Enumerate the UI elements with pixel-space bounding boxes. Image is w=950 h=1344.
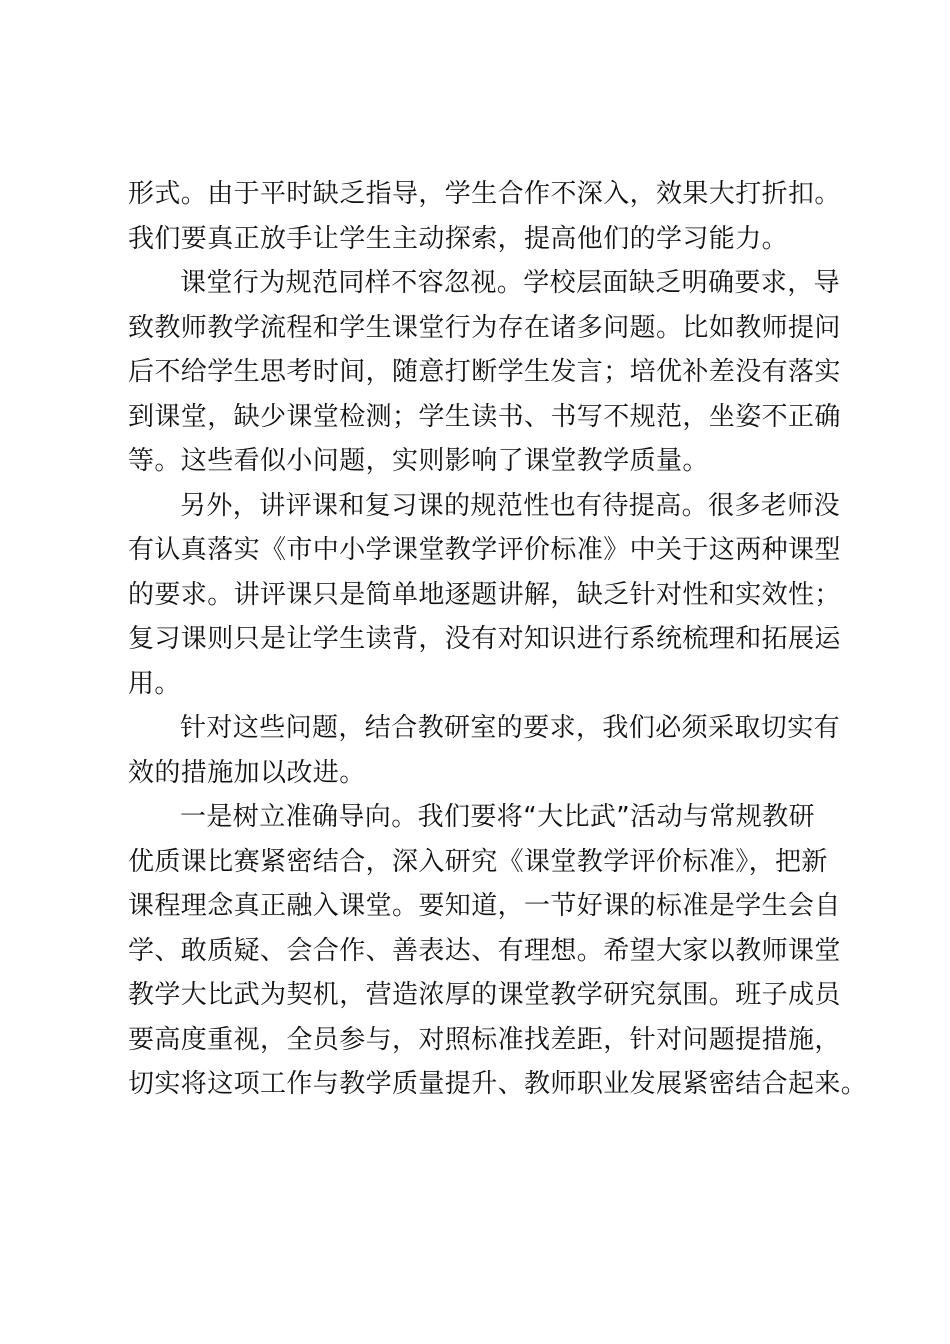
text-line: 致教师教学流程和学生课堂行为存在诸多问题。比如教师提问: [128, 312, 841, 343]
text-line: 优质课比赛紧密结合，深入研究《课堂教学评价标准》，把新: [128, 846, 828, 877]
text-line: 到课堂，缺少课堂检测；学生读书、书写不规范，坐姿不正确: [128, 401, 841, 432]
paragraph-start-line: 另外，讲评课和复习课的规范性也有待提高。很多老师没: [180, 490, 841, 521]
text-line: 等。这些看似小问题，实则影响了课堂教学质量。: [128, 446, 709, 476]
text-line: 有认真落实《市中小学课堂教学评价标准》中关于这两种课型: [128, 535, 841, 565]
text-line: 用。: [128, 668, 181, 699]
text-line: 我们要真正放手让学生主动探索，提高他们的学习能力。: [128, 223, 789, 254]
text-line: 后不给学生思考时间，随意打断学生发言；培优补差没有落实: [128, 357, 841, 387]
paragraph-start-line: 课堂行为规范同样不容忽视。学校层面缺乏明确要求，导: [180, 268, 841, 298]
text-line: 切实将这项工作与教学质量提升、教师职业发展紧密结合起来。: [128, 1069, 868, 1099]
text-line: 形式。由于平时缺乏指导，学生合作不深入，效果大打折扣。: [128, 179, 841, 209]
text-line: 课程理念真正融入课堂。要知道，一节好课的标准是学生会自: [128, 891, 841, 921]
paragraph-start-line: 一是树立准确导向。我们要将“大比武”活动与常规教研: [180, 802, 815, 832]
body-text: [128, 172, 868, 1107]
paragraph-start-line: 针对这些问题，结合教研室的要求，我们必须采取切实有: [180, 713, 841, 743]
text-line: 效的措施加以改进。: [128, 757, 366, 788]
text-line: 学、敢质疑、会合作、善表达、有理想。希望大家以教师课堂: [128, 935, 841, 966]
text-line: 复习课则只是让学生读背，没有对知识进行系统梳理和拓展运: [128, 624, 841, 654]
text-line: 教学大比武为契机，营造浓厚的课堂教学研究氛围。班子成员: [128, 980, 841, 1010]
text-line: 的要求。讲评课只是简单地逐题讲解，缺乏针对性和实效性；: [128, 579, 841, 610]
text-line: 要高度重视，全员参与，对照标准找差距，针对问题提措施，: [128, 1024, 841, 1055]
